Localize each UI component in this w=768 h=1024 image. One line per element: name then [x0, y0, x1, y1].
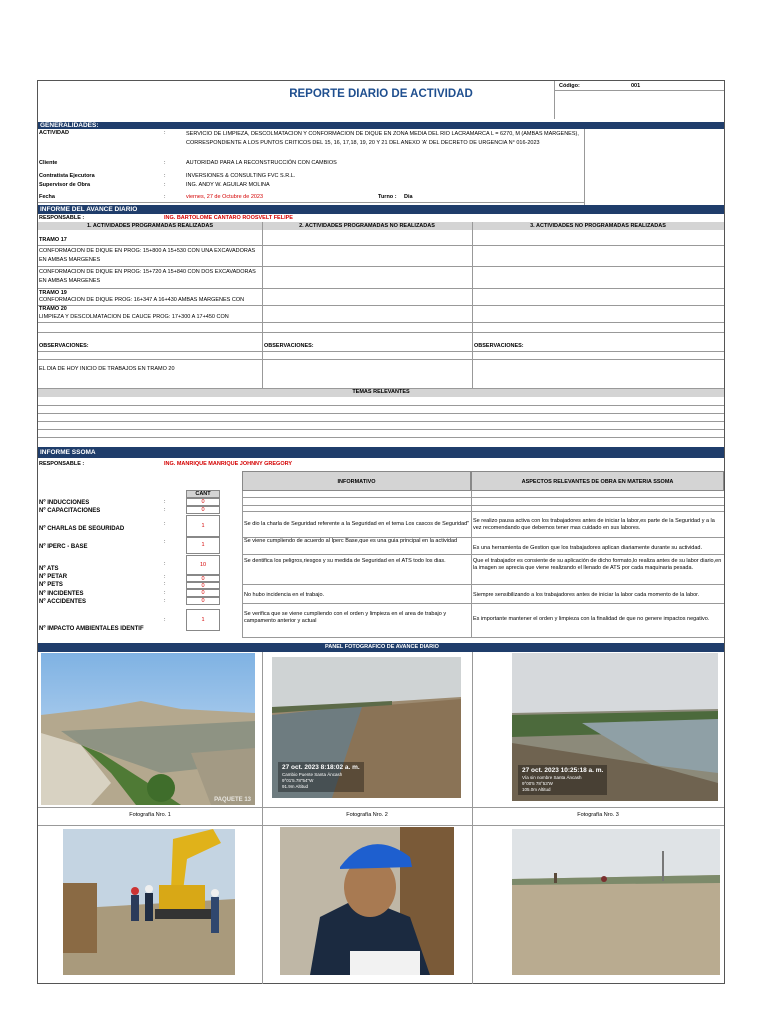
obs-label-3: OBSERVACIONES: [474, 343, 524, 349]
photo-1-watermark: PAQUETE 13 [214, 797, 251, 803]
ssoma-item-count: 0 [186, 498, 220, 506]
ssoma-item-count: 0 [186, 506, 220, 514]
aspectos-text: Se realizo pausa activa con los trabajadores antes de iniciar la labor,es parte de la Seguridad y a la vez recomendando que debemos tener mas cuidado en sus labores. [473, 518, 715, 531]
aspectos-text: Siempre sensibilizando a los trabajadores antes de iniciar la labor cada momento de la labor. [473, 592, 700, 598]
ssoma-item-count: 0 [186, 575, 220, 582]
photo-4 [63, 829, 235, 975]
info-text: Se verifica que se viene cumpliendo con el orden y limpieza en el area de trabajo y campamento anterior y actual [244, 611, 447, 624]
supervisor-label: Supervisor de Obra [39, 182, 91, 188]
supervisor-value: ING. ANDY W. AGUILAR MOLINA [186, 182, 270, 188]
photo-caption-3: Fotografía Nro. 3 [577, 812, 619, 818]
ssoma-item-label: Nº PETS [39, 582, 63, 588]
avance-row: TRAMO 17 [39, 237, 67, 243]
code-value: 001 [631, 83, 641, 89]
avance-row: TRAMO 19 [39, 290, 67, 296]
photo-2-stamp: 27 oct. 2023 8:18:02 a. m. Cambio Puente Santa Áncash 9°01'5.78"54"W 91.9m Altitud [278, 762, 364, 792]
photo-caption-1: Fotografía Nro. 1 [129, 812, 171, 818]
ssoma-responsable-label: RESPONSABLE : [39, 461, 85, 467]
col1-header: 1. ACTIVIDADES PROGRAMADAS REALIZADAS [87, 223, 213, 229]
ssoma-item-label: Nº IPERC - BASE [39, 544, 88, 550]
photo-6 [512, 829, 720, 975]
photo-3-stamp: 27 oct. 2023 10:25:18 a. m. Vía sin nombre Santa Áncash 9°00'5 78°53'W 105.0m Altitud [518, 765, 607, 795]
ssoma-item-label: Nº ACCIDENTES [39, 599, 86, 605]
ssoma-item-label: Nº INCIDENTES [39, 591, 84, 597]
avance-bar: INFORME DEL AVANCE DIARIO [38, 205, 724, 214]
report-sheet: REPORTE DIARIO DE ACTIVIDAD Código: 001 GENERALIDADES: ACTIVIDAD : SERVICIO DE LIMPIEZA, DESCOLMATACION Y CONFORMACION DE DIQUE EN ZONA MEDIA DEL RIO LACRAMARCA L = 6270, M (AMBAS MARGENES), CORRESPONDIENTE A LOS PUNTOS CRITICOS DEL 15, 16, 17,18, 19, 20 Y 21 DEL ANEXO 'A' DEL DECRETO DE URGENCIA N° 016-2023 Cliente : AUTORIDAD PARA LA RECONSTRUCCIÓN CON CAMBIOS Contratista Ejecutora : INVERSIONES & CONSULTING FVC S.R.L. Supervisor de Obra : ING. ANDY W. AGUILAR MOLINA Fecha : viernes, 27 de Octubre de 2023 Turno : Dia INFORME DEL AVANCE DIARIO RESPONSABLE : ING. BARTOLOME CANTARO ROOSVELT FELIPE 1. ACTIVIDADES PROGRAMADAS REALIZADAS 2. ACTIVIDADES PROGRAMADAS NO REALIZADAS 3. ACTIVIDADES NO PROGRAMADAS REALIZADAS TRAMO 17 CONFORMACION DE DIQUE EN PROG: 15+800 A 15+530 CON UNA EXCAVADORAS EN AMBAS MARGENES CONFORMACION DE DIQUE EN PROG: 15+720 A 15+840 CON DOS EXCAVADORAS EN AMBAS MARGENES TRAMO 19 CONFORMACION DE DIQUE PROG: 16+347 A 16+430 AMBAS MARGENES CON TRAMO 20 LIMPIEZA Y DESCOLMATACION DE CAUCE PROG: 17+300 A 17+450 CON OBSERVACIONES: OBSERVACIONES: OBSERVACIONES: EL DIA DE HOY INICIO DE TRABAJOS EN TRAMO 20 TEMAS RELEVANTES INFORME SSOMA RESPONSABLE : ING. MANRIQUE MANRIQUE JOHNNY GREGORY INFORMATIVO ASPECTOS RELEVANTES DE OBRA EN MATERIA SSOMA CANT Nº INDUCCIONES : 0 Nº CAPACITACIONES : 0 Nº CHARLAS DE SEGURIDAD : 1 Se dio la charla de Seguridad referente a la Seguridad en el tema Los cascos de Seguridad" Se realizo pausa activa con los trabajadores antes de iniciar la labor,es parte de la Seguridad y a la vez recomendando que debemos tener mas cuidado en sus labores. Nº IPERC - BASE : 1 Se viene cumpliendo de acuerdo al Iperc Base,que es una guia principal en la actividad Es una herramienta de Gestion que los trabajadores aplican diariamente durante su actividad. : 10 Se dentifica los peligros,riesgos y su medida de Seguridad en el ATS todo los dias. Que el trabajador es consiente de su aplicación de dicho formato,lo realiza antes de su labor diario,en la imagen se aprecia que viene realizando el llenado de ATS por cada maquinaria pesada. Nº ATS Nº PETAR : 0 Nº PETS : 0 Nº INCIDENTES : 0 No hubo incidencia en el trabajo. Siempre sensibilizando a los trabajadores antes de iniciar la labor cada momento de la labor. Nº ACCIDENTES : 0 : 1 Se verifica que se viene cumpliendo con el orden y limpieza en el area de trabajo y campamento anterior y actual Es importante mantener el orden y limpieza con la finalidad de que no genere impactos negativo. Nº IMPACTO AMBIENTALES IDENTIF PANEL FOTOGRAFICO DE AVANCE DIARIO PAQUETE 13 27 oct. 2023 8:18:02 a. m. Cambio Puente Santa Áncash 9°01'5.78"54"W 91.9m Altitud 27 oct. 2023 10:25:18 a. m. Vía sin nombre Santa Áncash 9°00'5 78°53'W 105.0m Altitud Fotografía Nro. 1 Fotografía Nro. 2 Fotografía Nro. 3 [37, 80, 725, 984]
avance-responsable-value: ING. BARTOLOME CANTARO ROOSVELT FELIPE [164, 215, 293, 221]
fecha-label: Fecha [39, 194, 55, 200]
ssoma-item-label: Nº ATS [39, 566, 59, 572]
ssoma-item-label: Nº CAPACITACIONES [39, 508, 101, 514]
aspectos-text: Es importante mantener el orden y limpieza con la finalidad de que no genere impactos negativo. [473, 616, 710, 622]
aspectos-header: ASPECTOS RELEVANTES DE OBRA EN MATERIA SSOMA [471, 471, 724, 491]
temas-relevantes-header: TEMAS RELEVANTES [38, 389, 724, 397]
code-label: Código: [559, 83, 580, 89]
info-text: Se viene cumpliendo de acuerdo al Iperc Base,que es una guia principal en la actividad [244, 538, 458, 544]
turno-label: Turno : [378, 194, 397, 200]
ssoma-item-label: Nº INDUCCIONES [39, 500, 90, 506]
photo-caption-2: Fotografía Nro. 2 [346, 812, 388, 818]
informativo-header: INFORMATIVO [242, 471, 471, 491]
ssoma-item-count: 1 [186, 515, 220, 537]
obs-label-2: OBSERVACIONES: [264, 343, 314, 349]
info-text: Se dentifica los peligros,riesgos y su medida de Seguridad en el ATS todo los dias. [244, 558, 446, 564]
ssoma-item-count: 1 [186, 609, 220, 631]
cliente-value: AUTORIDAD PARA LA RECONSTRUCCIÓN CON CAMBIOS [186, 160, 337, 166]
cliente-label: Cliente [39, 160, 58, 166]
info-text: Se dio la charla de Seguridad referente a la Seguridad en el tema Los cascos de Seguridad" [244, 521, 470, 527]
ssoma-item-count: 0 [186, 589, 220, 597]
contratista-label: Contratista Ejecutora [39, 173, 95, 179]
avance-row: CONFORMACION DE DIQUE EN PROG: 15+720 A 15+840 CON DOS EXCAVADORAS EN AMBAS MARGENES [39, 269, 256, 284]
avance-row: CONFORMACION DE DIQUE PROG: 16+347 A 16+430 AMBAS MARGENES CON [39, 297, 245, 303]
generalidades-bar: GENERALIDADES: [38, 122, 724, 129]
fecha-value: viernes, 27 de Octubre de 2023 [186, 194, 264, 200]
ssoma-item-label: Nº IMPACTO AMBIENTALES IDENTIF [39, 626, 144, 632]
photo-5 [280, 827, 454, 975]
photo-1 [41, 653, 255, 805]
cant-header: CANT [186, 490, 220, 498]
obs-label-1: OBSERVACIONES: [39, 343, 89, 349]
turno-value: Dia [404, 194, 413, 200]
photo-2 [272, 657, 461, 798]
ssoma-item-count: 1 [186, 537, 220, 554]
col3-header: 3. ACTIVIDADES NO PROGRAMADAS REALIZADAS [530, 223, 666, 229]
avance-row: LIMPIEZA Y DESCOLMATACION DE CAUCE PROG: 17+300 A 17+450 CON [39, 314, 229, 320]
avance-row: TRAMO 20 [39, 306, 67, 312]
obs-value: EL DIA DE HOY INICIO DE TRABAJOS EN TRAMO 20 [39, 366, 175, 372]
ssoma-item-count: 10 [186, 555, 220, 575]
contratista-value: INVERSIONES & CONSULTING FVC S.R.L. [186, 173, 296, 179]
aspectos-text: Es una herramienta de Gestion que los trabajadores aplican diariamente durante su actividad. [473, 545, 702, 551]
aspectos-text: Que el trabajador es consiente de su aplicación de dicho formato,lo realiza antes de su labor diario,en la imagen se aprecia que viene realizando el llenado de ATS por cada maquinaria pesada. [473, 558, 722, 571]
actividad-label: ACTIVIDAD [39, 130, 69, 136]
info-text: No hubo incidencia en el trabajo. [244, 592, 325, 598]
panel-bar: PANEL FOTOGRAFICO DE AVANCE DIARIO [38, 643, 724, 652]
photo-3 [512, 653, 718, 801]
ssoma-responsable-value: ING. MANRIQUE MANRIQUE JOHNNY GREGORY [164, 461, 293, 467]
ssoma-item-label: Nº CHARLAS DE SEGURIDAD [39, 526, 125, 532]
ssoma-item-label: Nº PETAR [39, 574, 68, 580]
ssoma-item-count: 0 [186, 597, 220, 605]
avance-row: CONFORMACION DE DIQUE EN PROG: 15+800 A 15+530 CON UNA EXCAVADORAS EN AMBAS MARGENES [39, 248, 256, 263]
ssoma-item-count: 0 [186, 582, 220, 589]
report-title: REPORTE DIARIO DE ACTIVIDAD [289, 88, 473, 100]
ssoma-bar: INFORME SSOMA [38, 447, 724, 458]
actividad-value: SERVICIO DE LIMPIEZA, DESCOLMATACION Y CONFORMACION DE DIQUE EN ZONA MEDIA DEL RIO LACRAMARCA L = 6270, M (AMBAS MARGENES), CORRESPONDIENTE A LOS PUNTOS CRITICOS DEL 15, 16, 17,18, 19, 20 Y 21 DEL ANEXO 'A' DEL DECRETO DE URGENCIA N° 016-2023 [186, 131, 579, 146]
avance-responsable-label: RESPONSABLE : [39, 215, 85, 221]
col2-header: 2. ACTIVIDADES PROGRAMADAS NO REALIZADAS [299, 223, 435, 229]
